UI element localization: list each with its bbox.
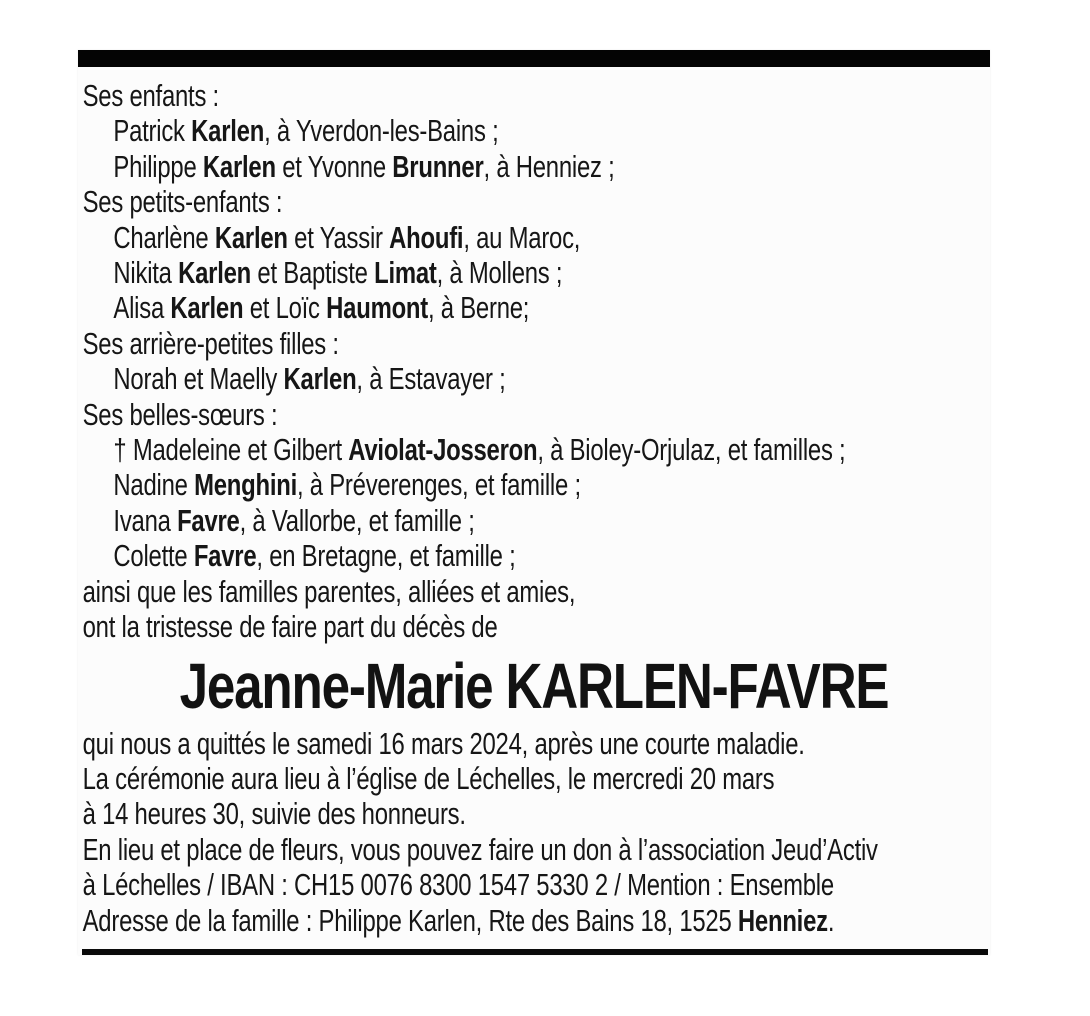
notice-line: Philippe Karlen et Yvonne Brunner, à Henniez ; [113,148,615,184]
notice-line: ont la tristesse de faire part du décès de [82,609,498,645]
notice-line: Colette Favre, en Bretagne, et famille ; [113,538,516,574]
notice-line: Patrick Karlen, à Yverdon-les-Bains ; [113,113,499,149]
deceased-name: Jeanne-Marie KARLEN-FAVRE [179,649,889,722]
notice-line: Ses arrière-petites filles : [82,325,339,361]
notice-line: Charlène Karlen et Yassir Ahoufi, au Maroc, [113,219,581,255]
notice-line: Norah et Maelly Karlen, à Estavayer ; [113,361,506,397]
notice-line: Ses belles-sœurs : [82,396,278,432]
notice-line: Ivana Favre, à Vallorbe, et famille ; [113,502,475,538]
top-rule [78,50,990,67]
funeral-details [78,726,996,938]
obituary-sheet [78,50,990,955]
notice-line: Ses enfants : [82,78,219,113]
notice-line: ainsi que les familles parentes, alliées et amies, [82,573,576,609]
notice-line: Nikita Karlen et Baptiste Limat, à Mollens ; [113,255,563,291]
family-list [78,78,996,645]
deceased-name-row [78,650,990,722]
notice-line: Nadine Menghini, à Préverenges, et famille ; [113,467,581,503]
notice-line: Ses petits-enfants : [82,184,283,220]
notice-line: à Léchelles / IBAN : CH15 0076 8300 1547 5330 2 / Mention : Ensemble [82,867,834,903]
notice-line: La cérémonie aura lieu à l’église de Léchelles, le mercredi 20 mars [82,760,775,796]
bottom-rule [82,949,988,955]
notice-line: † Madeleine et Gilbert Aviolat-Josseron, à Bioley-Orjulaz, et familles ; [113,432,846,468]
notice-line: à 14 heures 30, suivie des honneurs. [82,796,466,832]
notice-line: En lieu et place de fleurs, vous pouvez faire un don à l’association Jeud’Activ [82,831,878,867]
notice-line: Alisa Karlen et Loïc Haumont, à Berne; [113,290,530,326]
notice-line: qui nous a quittés le samedi 16 mars 2024, après une courte maladie. [82,725,805,761]
notice-line: Adresse de la famille : Philippe Karlen, Rte des Bains 18, 1525 Henniez. [82,902,835,938]
